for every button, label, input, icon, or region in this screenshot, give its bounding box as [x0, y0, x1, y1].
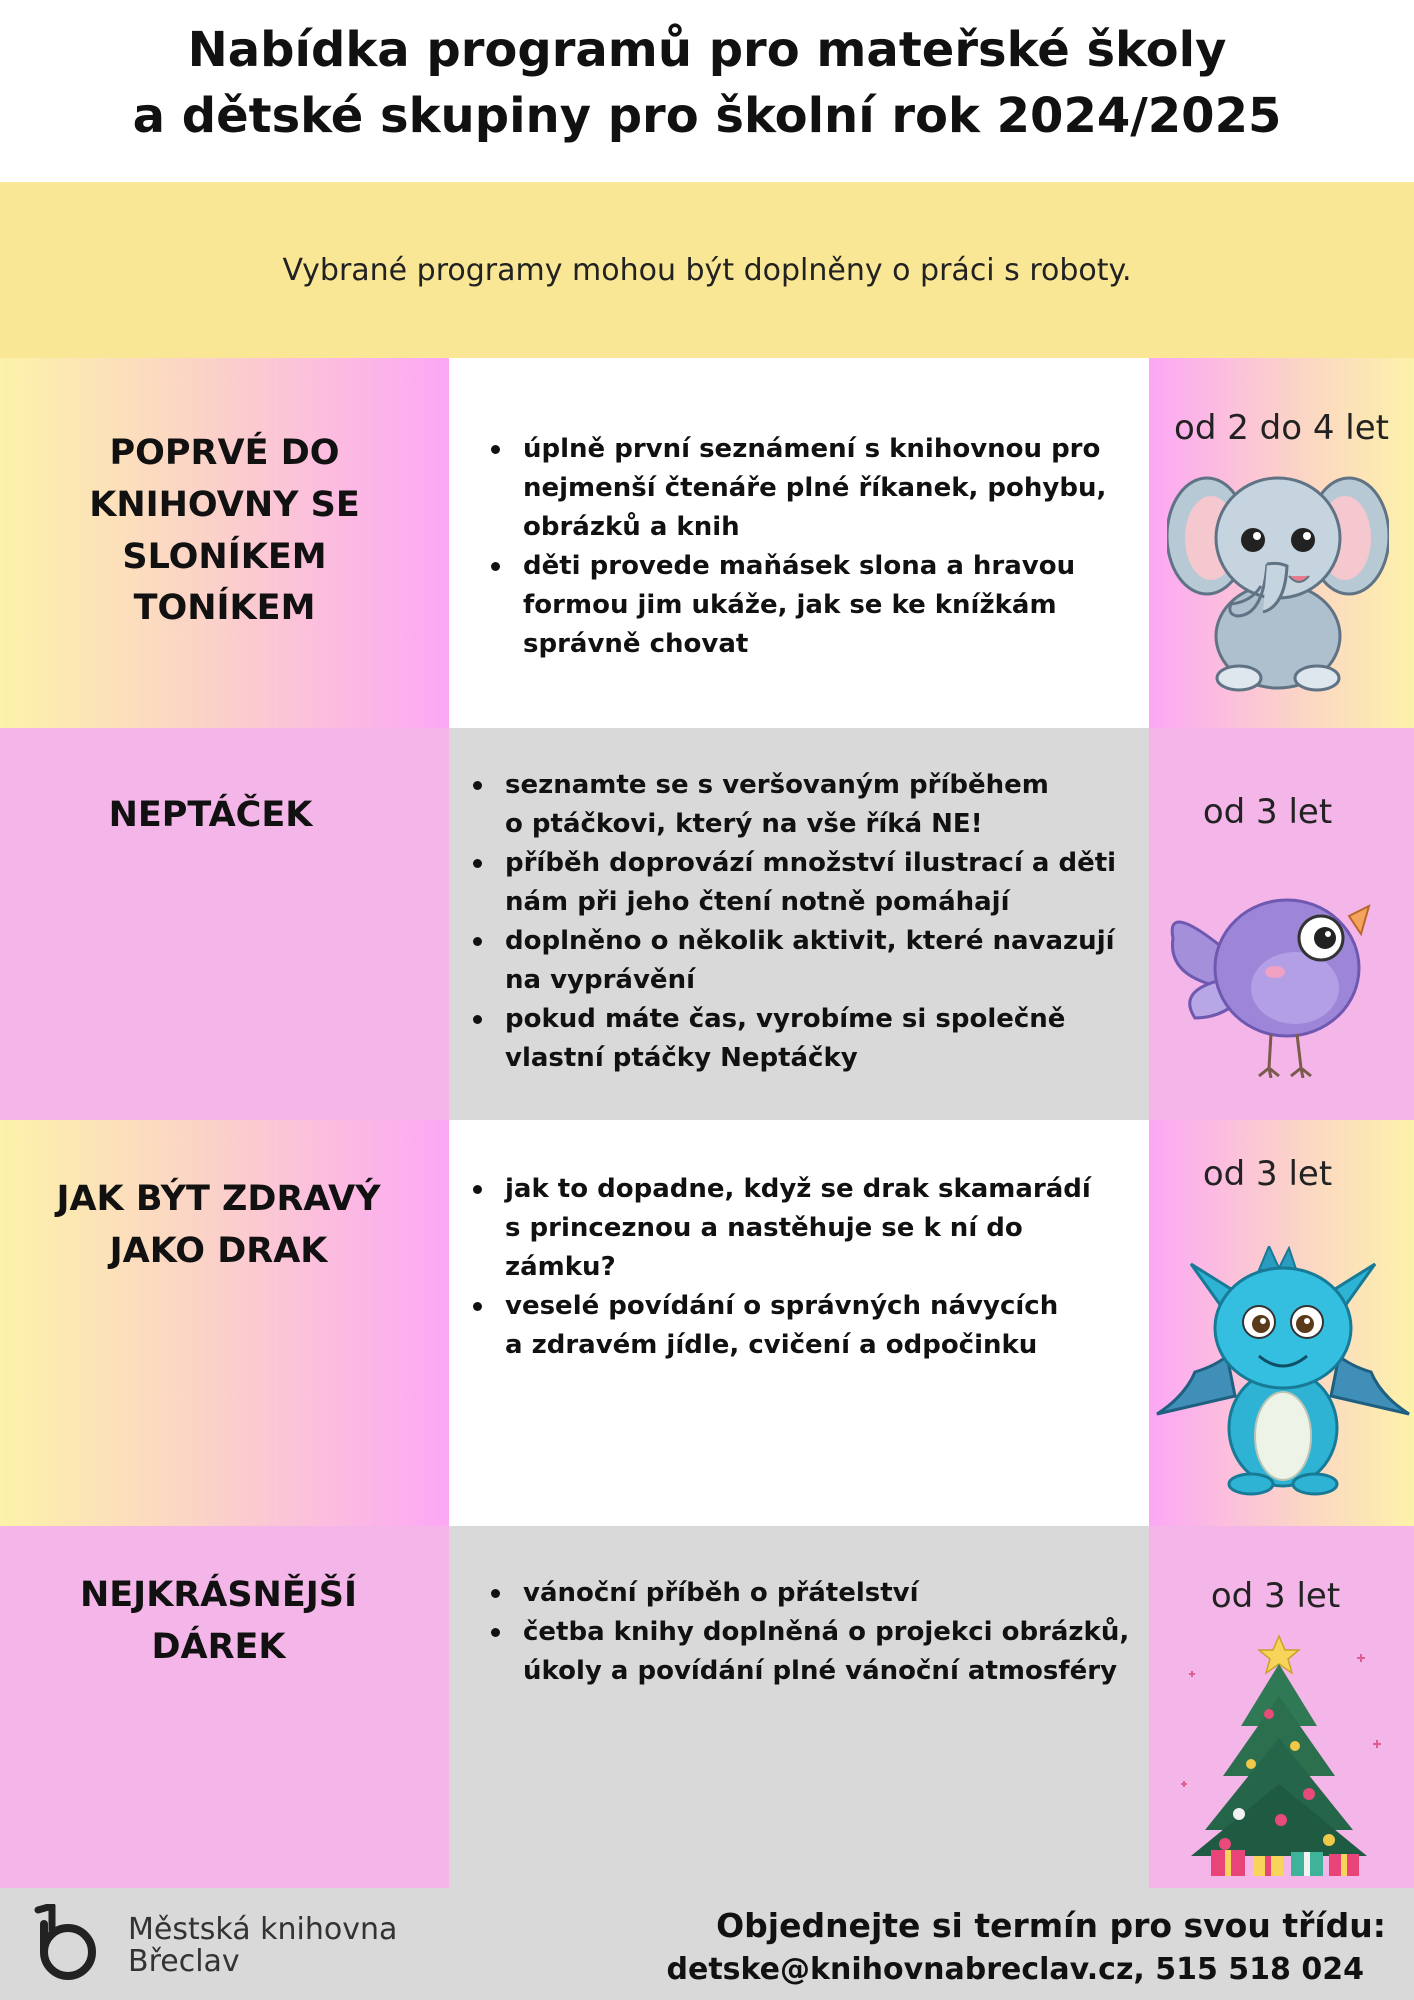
- program-title-line: JAK BÝT ZDRAVÝ: [56, 1179, 381, 1219]
- point-line: četba knihy doplněná o projekci obrázků,: [523, 1617, 1130, 1647]
- point-line: správně chovat: [523, 629, 749, 659]
- robots-banner: [0, 182, 1414, 358]
- christmas-tree-icon: [1169, 1634, 1389, 1878]
- page-footer: [0, 1888, 1414, 2000]
- point-line: jak to dopadne, když se drak skamarádí: [505, 1174, 1091, 1204]
- point-line: zámku?: [505, 1252, 616, 1282]
- program-point: [469, 844, 1116, 922]
- program-title-line: NEPTÁČEK: [108, 795, 313, 835]
- program-title: [0, 1570, 443, 1674]
- program-point: [487, 1574, 1129, 1613]
- point-line: vánoční příběh o přátelství: [523, 1578, 919, 1608]
- dragon-icon: [1155, 1246, 1411, 1496]
- program-title: [0, 428, 449, 635]
- program-description-cell: [449, 728, 1149, 1120]
- program-title-line: DÁREK: [151, 1626, 286, 1667]
- banner-text: Vybrané programy mohou být doplněny o práci s roboty.: [282, 252, 1132, 288]
- page-header: [0, 0, 1414, 182]
- contact-details[interactable]: detske@knihovnabreclav.cz, 515 518 024: [666, 1952, 1364, 1987]
- page-title-line-1: Nabídka programů pro mateřské školy: [187, 22, 1227, 78]
- point-line: vlastní ptáčky Neptáčky: [505, 1043, 858, 1073]
- program-title: [0, 790, 435, 842]
- program-title-line: SLONÍKEM: [122, 536, 327, 577]
- program-point: [469, 922, 1116, 1000]
- program-title-cell: [0, 1526, 449, 1888]
- program-age-cell: [1149, 358, 1414, 728]
- program-point: [469, 1287, 1091, 1365]
- program-point: [469, 1170, 1091, 1287]
- age-label: od 3 let: [1202, 1154, 1333, 1194]
- point-line: úkoly a povídání plné vánoční atmosféry: [523, 1656, 1118, 1686]
- point-line: na vyprávění: [505, 965, 695, 995]
- program-points: [487, 430, 1106, 664]
- program-age-cell: [1149, 728, 1414, 1120]
- program-title-cell: [0, 1120, 449, 1526]
- program-point: [487, 1613, 1129, 1691]
- age-label: od 3 let: [1210, 1576, 1341, 1616]
- point-line: a zdravém jídle, cvičení a odpočinku: [505, 1330, 1038, 1360]
- program-title-line: NEJKRÁSNĚJŠÍ: [79, 1575, 358, 1615]
- program-title-line: POPRVÉ DO: [109, 433, 340, 473]
- program-point: [487, 547, 1106, 664]
- program-point: [487, 430, 1106, 547]
- program-points: [487, 1574, 1129, 1691]
- program-description-cell: [449, 1526, 1149, 1888]
- program-point: [469, 766, 1116, 844]
- program-points: [469, 766, 1116, 1078]
- point-line: úplně první seznámení s knihovnou pro: [523, 434, 1101, 464]
- point-line: obrázků a knih: [523, 512, 740, 542]
- page-title-line-2: a dětské skupiny pro školní rok 2024/2025: [132, 87, 1282, 144]
- point-line: děti provede maňásek slona a hravou: [523, 551, 1076, 581]
- bird-icon: [1165, 868, 1375, 1078]
- program-points: [469, 1170, 1091, 1365]
- elephant-icon: [1167, 466, 1389, 692]
- program-row-dragon: [0, 1120, 1414, 1526]
- program-description-cell: [449, 358, 1149, 728]
- age-label: od 2 do 4 let: [1174, 408, 1389, 448]
- library-name-line-1: Městská knihovna: [128, 1912, 398, 1947]
- program-row-christmas: [0, 1526, 1414, 1888]
- point-line: nám při jeho čtení notně pomáhají: [505, 887, 1010, 917]
- point-line: s princeznou a nastěhuje se k ní do: [505, 1213, 1023, 1243]
- program-title: [0, 1174, 443, 1278]
- program-age-cell: [1149, 1120, 1414, 1526]
- program-title-line: KNIHOVNY SE: [89, 484, 360, 525]
- program-point: [469, 1000, 1116, 1078]
- program-row-elephant: [0, 358, 1414, 728]
- point-line: o ptáčkovi, který na vše říká NE!: [505, 809, 983, 839]
- library-logo-icon: [30, 1904, 96, 1982]
- point-line: seznamte se s veršovaným příběhem: [505, 770, 1049, 800]
- program-row-bird: [0, 728, 1414, 1120]
- library-name-line-2: Břeclav: [128, 1944, 240, 1979]
- point-line: pokud máte čas, vyrobíme si společně: [505, 1004, 1066, 1034]
- age-label: od 3 let: [1202, 792, 1333, 832]
- program-title-cell: [0, 358, 449, 728]
- point-line: doplněno o několik aktivit, které navazují: [505, 926, 1115, 956]
- program-title-line: TONÍKEM: [133, 588, 316, 629]
- program-title-cell: [0, 728, 449, 1120]
- point-line: nejmenší čtenáře plné říkanek, pohybu,: [523, 473, 1107, 503]
- order-call-to-action: Objednejte si termín pro svou třídu:: [716, 1906, 1386, 1945]
- point-line: formou jim ukáže, jak se ke knížkám: [523, 590, 1057, 620]
- program-description-cell: [449, 1120, 1149, 1526]
- point-line: veselé povídání o správných návycích: [505, 1291, 1059, 1321]
- program-age-cell: [1149, 1526, 1414, 1888]
- point-line: příběh doprovází množství ilustrací a děti: [505, 848, 1117, 878]
- program-title-line: JAKO DRAK: [109, 1230, 328, 1271]
